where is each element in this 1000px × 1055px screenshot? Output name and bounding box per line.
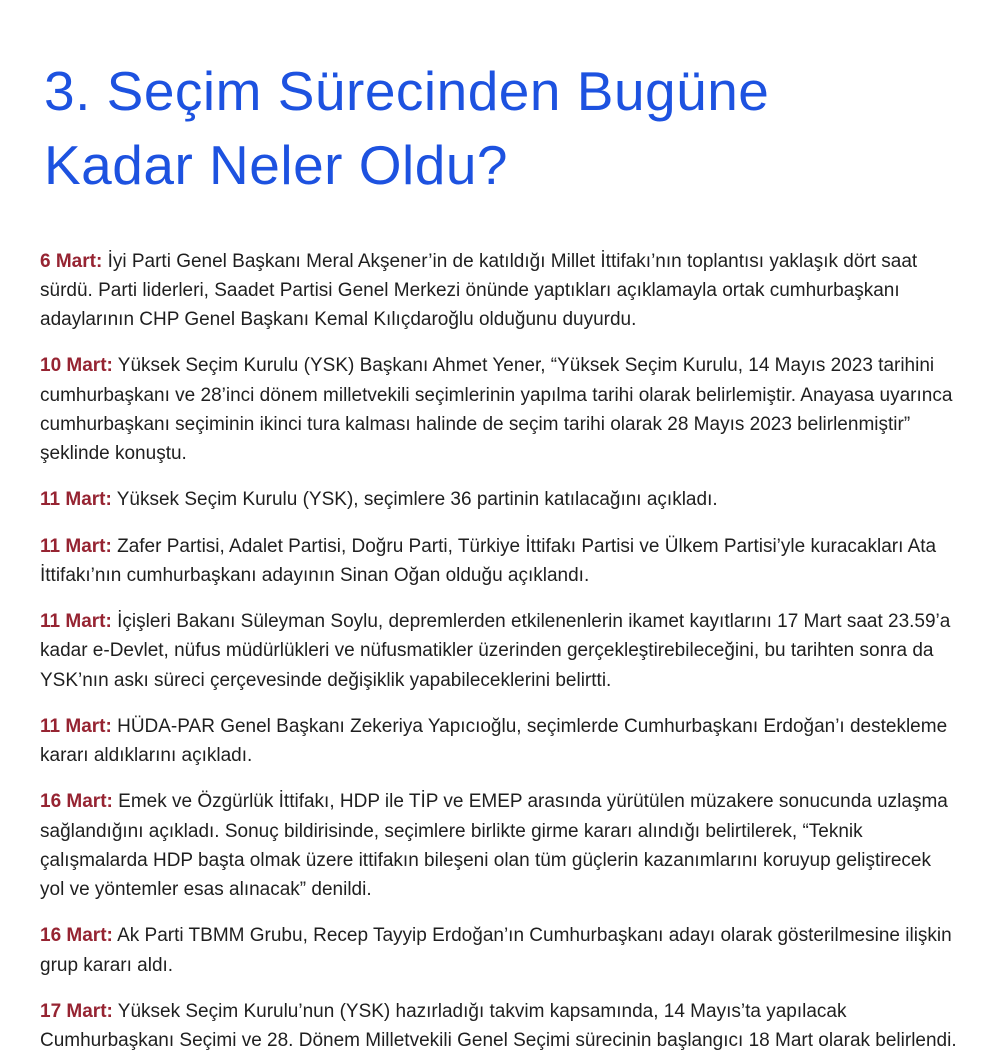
entry-text: HÜDA-PAR Genel Başkanı Zekeriya Yapıcıoğlu, seçimlerde Cumhurbaşkanı Erdoğan’ı destekleme kararı aldıklarını açıkladı. <box>40 716 947 766</box>
entry-date-label: 10 Mart: <box>40 355 113 376</box>
entry-date-label: 16 Mart: <box>40 791 113 812</box>
timeline-entry <box>40 247 958 335</box>
entry-date-label: 11 Mart: <box>40 489 112 510</box>
page-title: 3. Seçim Sürecinden Bugüne Kadar Neler Oldu? <box>44 54 904 203</box>
entry-date-label: 16 Mart: <box>40 925 113 946</box>
entry-text: İçişleri Bakanı Süleyman Soylu, depremlerden etkilenenlerin ikamet kayıtlarını 17 Mart saat 23.59’a kadar e-Devlet, nüfus müdürlükleri ve nüfusmatikler üzerinden gerçekleştirebileceğini, bu tarihten sonra da YSK’nın askı süreci çerçevesinde değişiklik yapabileceklerini belirtti. <box>40 611 950 691</box>
timeline-entry <box>40 351 958 468</box>
timeline-entry <box>40 485 958 514</box>
timeline-entry <box>40 532 958 591</box>
election-timeline <box>40 247 958 1055</box>
entry-date-label: 11 Mart: <box>40 611 112 632</box>
entry-text: Yüksek Seçim Kurulu’nun (YSK) hazırladığı takvim kapsamında, 14 Mayıs’ta yapılacak Cumhurbaşkanı Seçimi ve 28. Dönem Milletvekili Genel Seçimi sürecinin başlangıcı 18 Mart olarak belirlendi. <box>40 1001 957 1051</box>
entry-text: Zafer Partisi, Adalet Partisi, Doğru Parti, Türkiye İttifakı Partisi ve Ülkem Partisi’yle kuracakları Ata İttifakı’nın cumhurbaşkanı adayının Sinan Oğan olduğu açıklandı. <box>40 536 936 586</box>
entry-date-label: 11 Mart: <box>40 536 112 557</box>
entry-text: Emek ve Özgürlük İttifakı, HDP ile TİP ve EMEP arasında yürütülen müzakere sonucunda uzlaşma sağlandığını açıkladı. Sonuç bildirisinde, seçimlere birlikte girme kararı alındığı belirtilerek, “Teknik çalışmalarda HDP başta olmak üzere ittifakın bileşeni olan tüm güçlerin kazanımlarını koruyup geliştirecek yol ve yöntemler esas alınacak” denildi. <box>40 791 948 900</box>
entry-date-label: 6 Mart: <box>40 251 102 272</box>
entry-text: Ak Parti TBMM Grubu, Recep Tayyip Erdoğan’ın Cumhurbaşkanı adayı olarak gösterilmesine ilişkin grup kararı aldı. <box>40 925 952 975</box>
timeline-entry <box>40 607 958 695</box>
timeline-entry <box>40 997 958 1055</box>
timeline-entry <box>40 712 958 771</box>
timeline-entry <box>40 921 958 980</box>
entry-date-label: 11 Mart: <box>40 716 112 737</box>
entry-text: Yüksek Seçim Kurulu (YSK) Başkanı Ahmet Yener, “Yüksek Seçim Kurulu, 14 Mayıs 2023 tarihini cumhurbaşkanı ve 28’inci dönem milletvekili seçimlerinin yapılma tarihi olarak belirlemiştir. Anayasa uyarınca cumhurbaşkanı seçiminin ikinci tura kalması halinde de seçim tarihi olarak 28 Mayıs 2023 belirlenmiştir” şeklinde konuştu. <box>40 355 952 464</box>
timeline-entry <box>40 787 958 904</box>
entry-date-label: 17 Mart: <box>40 1001 113 1022</box>
entry-text: İyi Parti Genel Başkanı Meral Akşener’in de katıldığı Millet İttifakı’nın toplantısı yaklaşık dört saat sürdü. Parti liderleri, Saadet Partisi Genel Merkezi önünde yaptıkları açıklamayla ortak cumhurbaşkanı adaylarının CHP Genel Başkanı Kemal Kılıçdaroğlu olduğunu duyurdu. <box>40 251 917 331</box>
entry-text: Yüksek Seçim Kurulu (YSK), seçimlere 36 partinin katılacağını açıkladı. <box>117 489 718 510</box>
